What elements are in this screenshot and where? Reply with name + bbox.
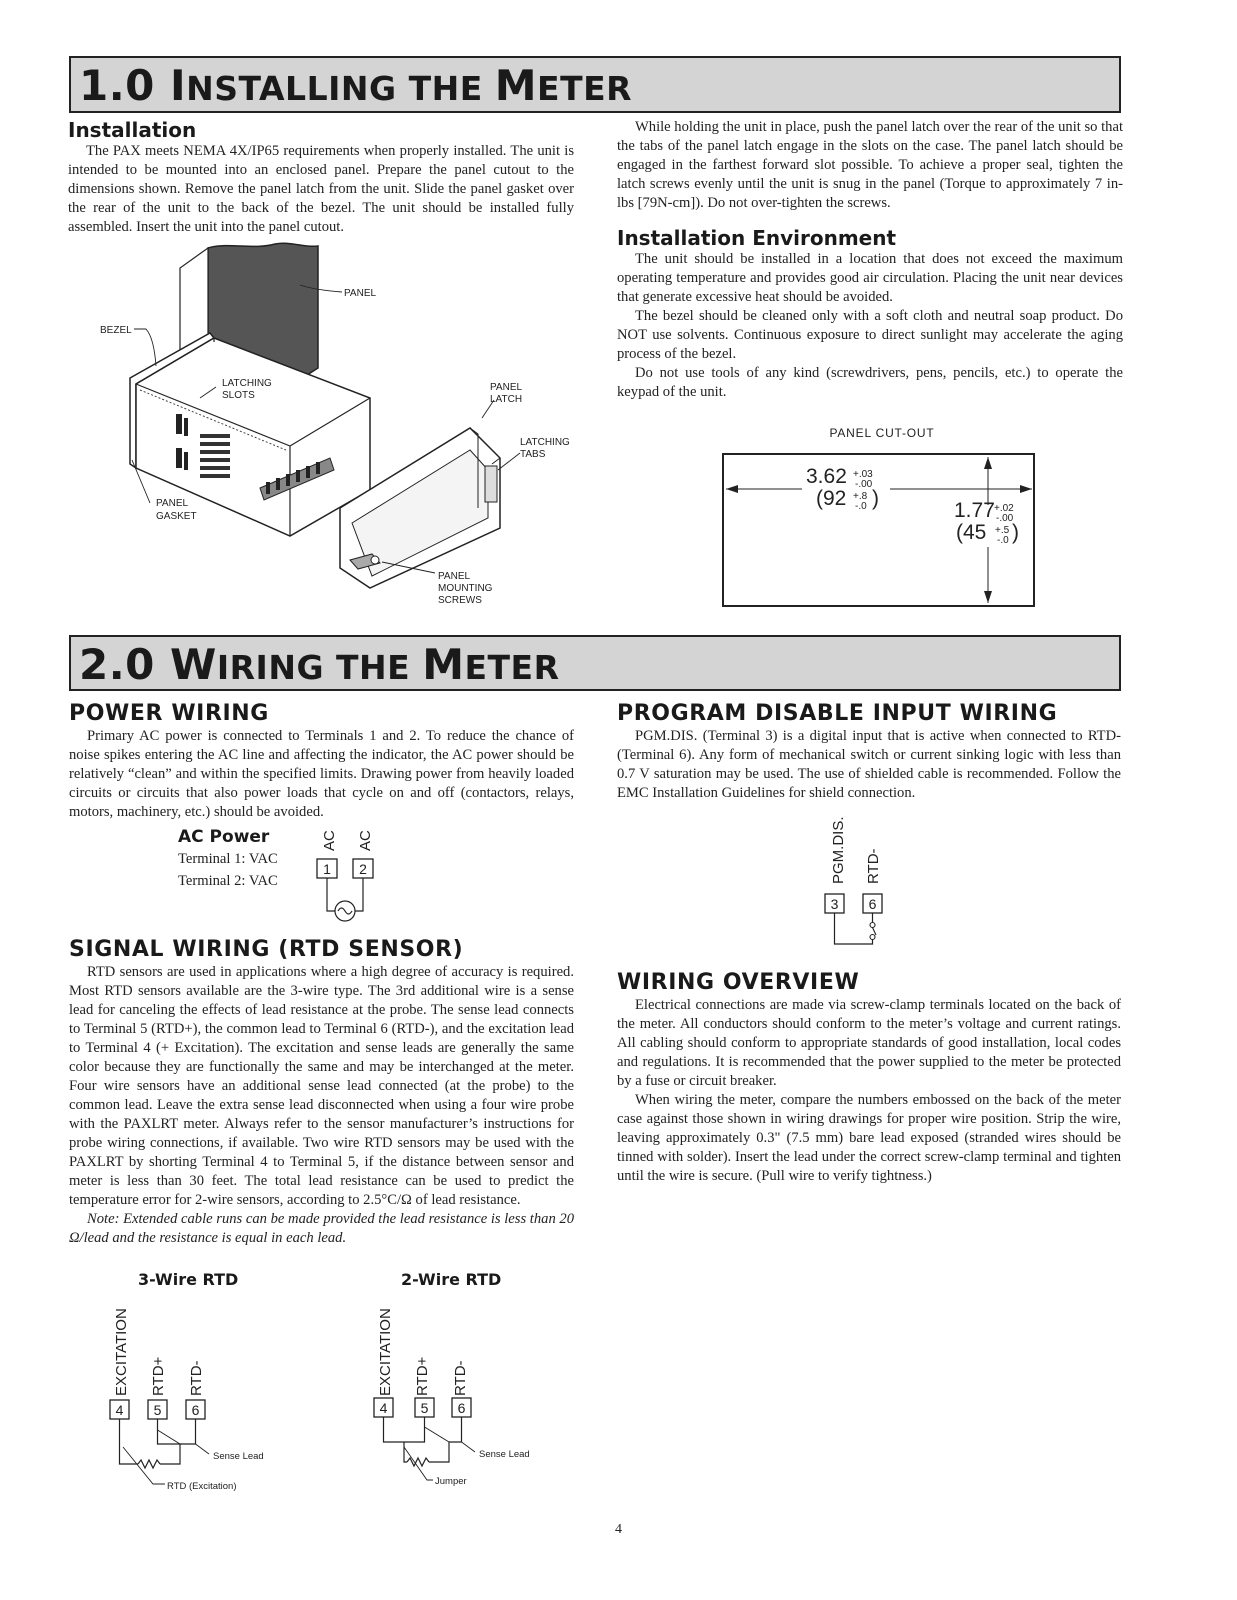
two-wire-rtd-diagram xyxy=(369,1292,569,1497)
environment-p3: Do not use tools of any kind (screwdrivers, pens, pencils, etc.) to operate the keypad of the unit. xyxy=(617,365,1123,400)
title-cap-i: I xyxy=(170,61,187,110)
title-part-1: NSTALLING THE xyxy=(186,69,495,108)
cutout-width-in-tol-minus: -.00 xyxy=(855,479,873,490)
label-latching-slots-2: SLOTS xyxy=(222,390,255,401)
installation-paragraph: The PAX meets NEMA 4X/IP65 requirements when properly installed. The unit is intended to be mounted into an enclosed panel. Prepare the panel cutout to the dimensions shown. Remove the panel latch from the unit. Slide the panel gasket over the rear of the unit to the back of the bezel. The unit should be installed fully assembled. Insert the unit into the panel cutout. xyxy=(68,143,574,235)
cutout-rect xyxy=(723,454,1034,606)
lbl-rtd-plus-2w: RTD+ xyxy=(414,1356,431,1396)
installation-paragraph-2: While holding the unit in place, push the panel latch over the rear of the unit so that the tabs of the panel latch engage in the slots on the case. The panel latch should be engaged in the farthest forward slot possible. To achieve a proper seal, tighten the latch screws evenly until the unit is snug in the panel (Torque to approximately 7 in-lbs [79N-cm]). Do not over-tighten the screws. xyxy=(617,119,1123,211)
power-wiring-text xyxy=(69,727,574,822)
pgm-disable-paragraph: PGM.DIS. (Terminal 3) is a digital input that is active when connected to RTD- (Terminal 6). Any form of mechanical switch or current sinking logic with less than 0.7 V saturation may be used. The use of shielded cable is recommended. Follow the EMC Installation Guidelines for shield connection. xyxy=(617,728,1121,801)
label-mounting-1: PANEL xyxy=(438,571,471,582)
label-panel-gasket-2: GASKET xyxy=(156,511,197,522)
cutout-width-mm-close: ) xyxy=(872,487,879,510)
cutout-height-mm: (45 xyxy=(956,521,987,544)
title-part-1b: IRING THE xyxy=(216,648,423,687)
installation-text-2 xyxy=(617,118,1123,213)
ac-terminal-num-2: 2 xyxy=(359,861,367,877)
sense-lead-label-2w: Sense Lead xyxy=(479,1449,530,1460)
environment-p2: The bezel should be cleaned only with a soft cloth and neutral soap product. Do NOT use solvents. Continuous exposure to direct sunlight may accelerate the aging process of the bezel. xyxy=(617,308,1123,362)
three-wire-rtd-diagram xyxy=(105,1292,305,1497)
section-2-banner xyxy=(69,635,1121,691)
section-2-number: 2.0 xyxy=(79,640,155,689)
t5-2w: 5 xyxy=(420,1400,429,1416)
cutout-height-in: 1.77 xyxy=(954,499,995,522)
section-1-number: 1.0 xyxy=(79,61,155,110)
wiring-overview-text xyxy=(617,996,1121,1186)
two-wire-title: 2-Wire RTD xyxy=(401,1270,502,1289)
ac-terminal-2: Terminal 2: VAC xyxy=(178,873,278,889)
title-part-2b: ETER xyxy=(464,648,560,687)
sense-lead-label-3w: Sense Lead xyxy=(213,1451,264,1462)
label-mounting-2: MOUNTING xyxy=(438,583,493,594)
environment-heading: Installation Environment xyxy=(617,226,897,250)
ac-terminal-num-1: 1 xyxy=(323,861,331,877)
lbl-rtd-minus-2w: RTD- xyxy=(452,1360,469,1396)
jumper-label: Jumper xyxy=(435,1476,467,1487)
cutout-width-in-tol-plus: +.03 xyxy=(853,469,873,480)
wiring-overview-p2: When wiring the meter, compare the numbers embossed on the back of the meter case against those shown in wiring drawings for proper wire position. Strip the wire, leaving approximately 0.3" (7.5 mm) bare lead exposed (stranded wires should be tinned with solder). Insert the lead under the correct screw-clamp terminal and tighten until the wire is secure. (Pull wire to verify tightness.) xyxy=(617,1092,1121,1184)
label-mounting-3: SCREWS xyxy=(438,595,482,606)
label-latching-tabs-2: TABS xyxy=(520,449,546,460)
pgm-disable-diagram xyxy=(820,808,900,948)
cutout-title: PANEL CUT-OUT xyxy=(829,426,935,440)
label-panel-latch-2: LATCH xyxy=(490,394,523,405)
ac-label-2: AC xyxy=(357,830,374,851)
cutout-height-in-tol-minus: -.00 xyxy=(996,513,1014,524)
cutout-width-mm: (92 xyxy=(816,487,847,510)
cutout-width-in: 3.62 xyxy=(806,465,847,488)
section-1-title xyxy=(79,61,632,110)
t6-2w: 6 xyxy=(457,1400,466,1416)
environment-p1: The unit should be installed in a location that does not exceed the maximum operating temperature and provides good air circulation. Placing the unit near devices that generate excessive heat should be avoided. xyxy=(617,251,1123,305)
cutout-width-mm-tol-plus: +.8 xyxy=(853,491,868,502)
ac-power-diagram xyxy=(310,825,400,925)
cutout-height-mm-tol-plus: +.5 xyxy=(995,525,1010,536)
pgm-rtd-minus-label: RTD- xyxy=(865,848,882,884)
page-number: 4 xyxy=(615,1522,622,1537)
ac-terminal-1: Terminal 1: VAC xyxy=(178,851,278,867)
section-1-banner xyxy=(69,56,1121,113)
environment-text xyxy=(617,250,1123,402)
title-part-2: ETER xyxy=(537,69,633,108)
panel-cutout-diagram xyxy=(722,425,1042,610)
pgm-label: PGM.DIS. xyxy=(830,816,847,884)
ac-power-heading: AC Power xyxy=(178,827,270,847)
t4-2w: 4 xyxy=(379,1400,388,1416)
section-2-title xyxy=(79,640,560,689)
installation-text xyxy=(68,142,574,237)
power-wiring-heading: POWER WIRING xyxy=(69,701,269,726)
lbl-rtd-plus-3w: RTD+ xyxy=(150,1356,167,1396)
lbl-rtd-minus-3w: RTD- xyxy=(188,1360,205,1396)
lbl-excitation-2w: EXCITATION xyxy=(377,1308,394,1396)
pgm-disable-heading: PROGRAM DISABLE INPUT WIRING xyxy=(617,701,1058,726)
rtd-excitation-label: RTD (Excitation) xyxy=(167,1481,237,1492)
signal-wiring-note: Note: Extended cable runs can be made provided the lead resistance is less than 20 Ω/lead and the resistance is equal in each lead. xyxy=(69,1211,574,1246)
label-panel-latch-1: PANEL xyxy=(490,382,523,393)
title-cap-m: M xyxy=(494,61,538,110)
title-cap-m2: M xyxy=(422,640,465,689)
label-latching-slots-1: LATCHING xyxy=(222,378,272,389)
cutout-height-mm-close: ) xyxy=(1012,521,1019,544)
t6-3w: 6 xyxy=(191,1402,200,1418)
cutout-height-in-tol-plus: +.02 xyxy=(994,503,1014,514)
pgm-t6: 6 xyxy=(868,896,877,912)
pgm-t3: 3 xyxy=(830,896,839,912)
cutout-width-mm-tol-minus: -.0 xyxy=(855,501,867,512)
wiring-overview-p1: Electrical connections are made via screw-clamp terminals located on the back of the meter. All conductors should conform to the meter’s voltage and current ratings. All cabling should conform to appropriate standards of good installation, local codes and regulations. It is recommended that the power supplied to the meter be protected by a fuse or circuit breaker. xyxy=(617,997,1121,1089)
switch-icon xyxy=(870,923,875,928)
ac-label-1: AC xyxy=(321,830,338,851)
t5-3w: 5 xyxy=(153,1402,162,1418)
title-cap-w: W xyxy=(170,640,217,689)
lbl-excitation-3w: EXCITATION xyxy=(113,1308,130,1396)
t4-3w: 4 xyxy=(115,1402,124,1418)
signal-wiring-text xyxy=(69,963,574,1248)
installation-diagram xyxy=(90,238,610,618)
label-bezel: BEZEL xyxy=(100,325,132,336)
label-panel: PANEL xyxy=(344,288,377,299)
power-wiring-paragraph: Primary AC power is connected to Terminals 1 and 2. To reduce the chance of noise spikes entering the AC line and affecting the indicator, the AC power should be relatively “clean” and within the specified limits. Drawing power from heavily loaded circuits or circuits that also power loads that cycle on and off (contactors, relays, motors, machinery, etc.) should be avoided. xyxy=(69,728,574,820)
wiring-overview-heading: WIRING OVERVIEW xyxy=(617,970,860,995)
installation-heading: Installation xyxy=(68,118,197,142)
pgm-disable-text xyxy=(617,727,1121,803)
cutout-height-mm-tol-minus: -.0 xyxy=(997,535,1009,546)
signal-wiring-heading: SIGNAL WIRING (RTD SENSOR) xyxy=(69,937,464,962)
three-wire-title: 3-Wire RTD xyxy=(138,1270,239,1289)
signal-wiring-paragraph: RTD sensors are used in applications where a high degree of accuracy is required. Most RTD sensors available are the 3-wire type. The 3rd additional wire is a sense lead for canceling the effects of lead resistance at the probe. The sense lead connects to Terminal 5 (RTD+), the common lead to Terminal 6 (RTD-), and the excitation lead to Terminal 4 (+ Excitation). The excitation and sense leads are generally the same color because they are functionally the same and may be interchanged at the meter. Four wire sensors have an additional sense lead connected (at the probe) to the common lead. Leave the extra sense lead disconnected when using a four wire probe with the PAXLRT meter. Always refer to the sensor manufacturer’s instructions for probe wiring connections, if available. Two wire RTD sensors may be used with the PAXLRT by shorting Terminal 4 to Terminal 5, if the distance between sensor and meter is less than 30 feet. The total lead resistance can be used to predict the temperature error for 2-wire sensors, according to 2.5°C/Ω of lead resistance. xyxy=(69,964,574,1208)
label-panel-gasket-1: PANEL xyxy=(156,498,189,509)
label-latching-tabs-1: LATCHING xyxy=(520,437,570,448)
